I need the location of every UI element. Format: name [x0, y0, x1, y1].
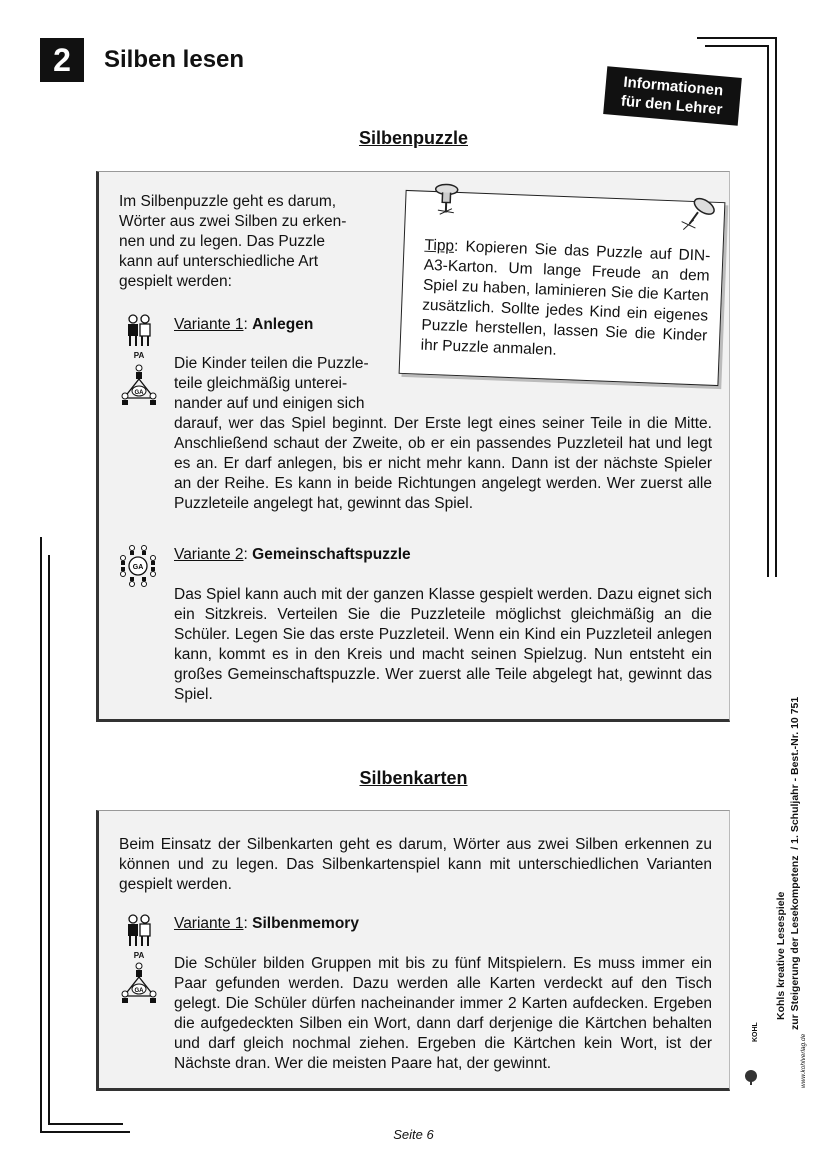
frame-right-line-outer: [775, 37, 777, 577]
variant2-text: Das Spiel kann auch mit der ganzen Klasse gespielt werden. Dazu eignet sich ein Sitzkreis. Verteilen Sie die Puzzleteile möglichst gleichmäßig an die Schüler. Legen Sie das erste Puzzleteil. Wenn ein Kind ein Puzzleteil anlegen kann, kommt es in den Kreis und macht seinen Spielzug. Nun entsteht ein großes Gemeinschaftspuzzle. Wer zuerst alle Teile abgelegt hat, gewinnt das Spiel.: [174, 586, 712, 703]
frame-top-line-outer: [697, 37, 775, 39]
section-heading-silbenkarten: Silbenkarten: [359, 768, 468, 788]
intro-line: Wörter aus zwei Silben zu erken-: [119, 213, 347, 230]
sidebar-series-subtitle: [789, 697, 801, 1030]
silbenmemory-text: Die Schüler bilden Gruppen mit bis zu fünf Mitspielern. Es muss immer ein Paar gefunden werden. Dazu werden alle Karten verdeckt auf den Tisch gelegt. Die Schüler dürfen nacheinander immer 2 Karten aufdecken. Ergeben die aufgedeckten Silben ein Wort, dann darf derjenige die Kärtchen behalten und darf gleich nochmal ziehen. Ergeben die Kärtchen kein Wort, ist der Nächste dran. Wer die meisten Paare hat, der gewinnt.: [174, 955, 712, 1072]
tip-label: Tipp: [424, 236, 455, 255]
group-work-icon: [120, 962, 158, 1009]
page-title: Silben lesen: [104, 46, 245, 73]
badge-line-1: Informationen: [622, 73, 724, 100]
pin-icon: [675, 193, 721, 235]
ga-label: GA: [134, 988, 144, 994]
ga-label: GA: [134, 390, 144, 396]
publisher-url-text: www.kohlverlag.de: [800, 1033, 807, 1088]
pair-work-figures-icon: [124, 914, 154, 948]
variant1-rest-text: darauf, wer das Spiel beginnt. Der Erste legt eines seiner Teile in die Mitte. Anschließend schaut der Zweite, ob er ein passendes Puzzleteil hat und legt es an. Er darf anlegen, bis er nicht mehr kann. Dann ist der nächste Spieler an der Reihe. Es kann in beide Richtungen angelegt werden. Wer zuerst alle Puzzleteile angelegt hat, gewinnt das Spiel.: [174, 415, 712, 512]
class-circle-icon: [120, 545, 156, 592]
ga-label: GA: [132, 564, 144, 571]
tip-body: : Kopieren Sie das Puzzle auf DIN-A3-Karton. Um lange Freude an dem Spiel zu haben, laminieren Sie die Karten zusätzlich. Sollte jedes Kind ein eigenes Puzzle herstellen, lassen Sie die Kinder ihr Puzzle anmalen.: [420, 237, 711, 359]
pin-icon: [428, 180, 470, 222]
intro-line: gespielt werden:: [119, 273, 232, 290]
group-triangle-icon: [120, 962, 158, 1004]
sidebar-line-2: zur Steigerung der Lesekompetenz: [789, 855, 801, 1030]
variant-label: Variante 2: [174, 546, 244, 563]
variant1-narrow-text: [174, 354, 394, 414]
pa-label: PA: [133, 351, 145, 360]
teacher-info-badge: [603, 66, 742, 126]
variant-name: Anlegen: [252, 316, 314, 333]
class-circle-figures-icon: [120, 545, 156, 587]
frame-top-line-inner: [705, 45, 768, 47]
sidebar-series-title: [775, 892, 787, 1020]
pair-work-icon: [124, 314, 154, 358]
publisher-name: KOHL: [752, 1022, 759, 1042]
section-heading-silbenpuzzle: Silbenpuzzle: [358, 128, 468, 148]
silbenmemory-title: Variante 1: Silbenmemory: [174, 915, 359, 932]
pa-label: PA: [133, 951, 145, 960]
variant1-line: nander auf und einigen sich: [174, 395, 365, 412]
variant-name: Silbenmemory: [252, 915, 359, 932]
sidebar-line-1: Kohls kreative Lesespiele: [775, 891, 787, 1020]
frame-left-line-outer: [40, 537, 42, 1133]
frame-bottom-line-inner: [48, 1123, 123, 1125]
variant1-title: Variante 1: Anlegen: [174, 316, 314, 333]
intro-line: Im Silbenpuzzle geht es darum,: [119, 193, 337, 210]
intro-line: kann auf unterschiedliche Art: [119, 253, 319, 270]
publisher-url: [800, 1034, 807, 1088]
badge-line-2: für den Lehrer: [620, 92, 724, 119]
variant1-line: Die Kinder teilen die Puzzle-: [174, 355, 369, 372]
tip-note: [399, 190, 726, 386]
silbenkarten-intro: Beim Einsatz der Silbenkarten geht es darum, Wörter aus zwei Silben erkennen zu können und zu legen. Das Silbenkartenspiel kann mit unterschiedlichen Varianten gespielt werden.: [119, 836, 712, 893]
variant-label: Variante 1: [174, 915, 244, 932]
variant1-line: teile gleichmäßig unterei-: [174, 375, 348, 392]
sidebar-line-3: / 1. Schuljahr - Best.-Nr. 10 751: [789, 696, 801, 850]
frame-left-line-inner: [48, 555, 50, 1125]
pair-work-figures-icon: [124, 314, 154, 348]
variant2-title: Variante 2: Gemeinschaftspuzzle: [174, 546, 411, 563]
group-triangle-icon: [120, 364, 158, 406]
page-number: Seite 6: [393, 1127, 434, 1142]
group-work-icon: [120, 364, 158, 411]
publisher-logo-text: [752, 1022, 759, 1042]
frame-right-line-inner: [767, 45, 769, 577]
chapter-number: 2: [40, 38, 84, 82]
silbenpuzzle-intro: [119, 192, 389, 292]
variant-label: Variante 1: [174, 316, 244, 333]
pair-work-icon: [124, 914, 154, 958]
variant-name: Gemeinschaftspuzzle: [252, 546, 411, 563]
intro-line: nen und zu legen. Das Puzzle: [119, 233, 325, 250]
tip-text: [420, 236, 710, 367]
